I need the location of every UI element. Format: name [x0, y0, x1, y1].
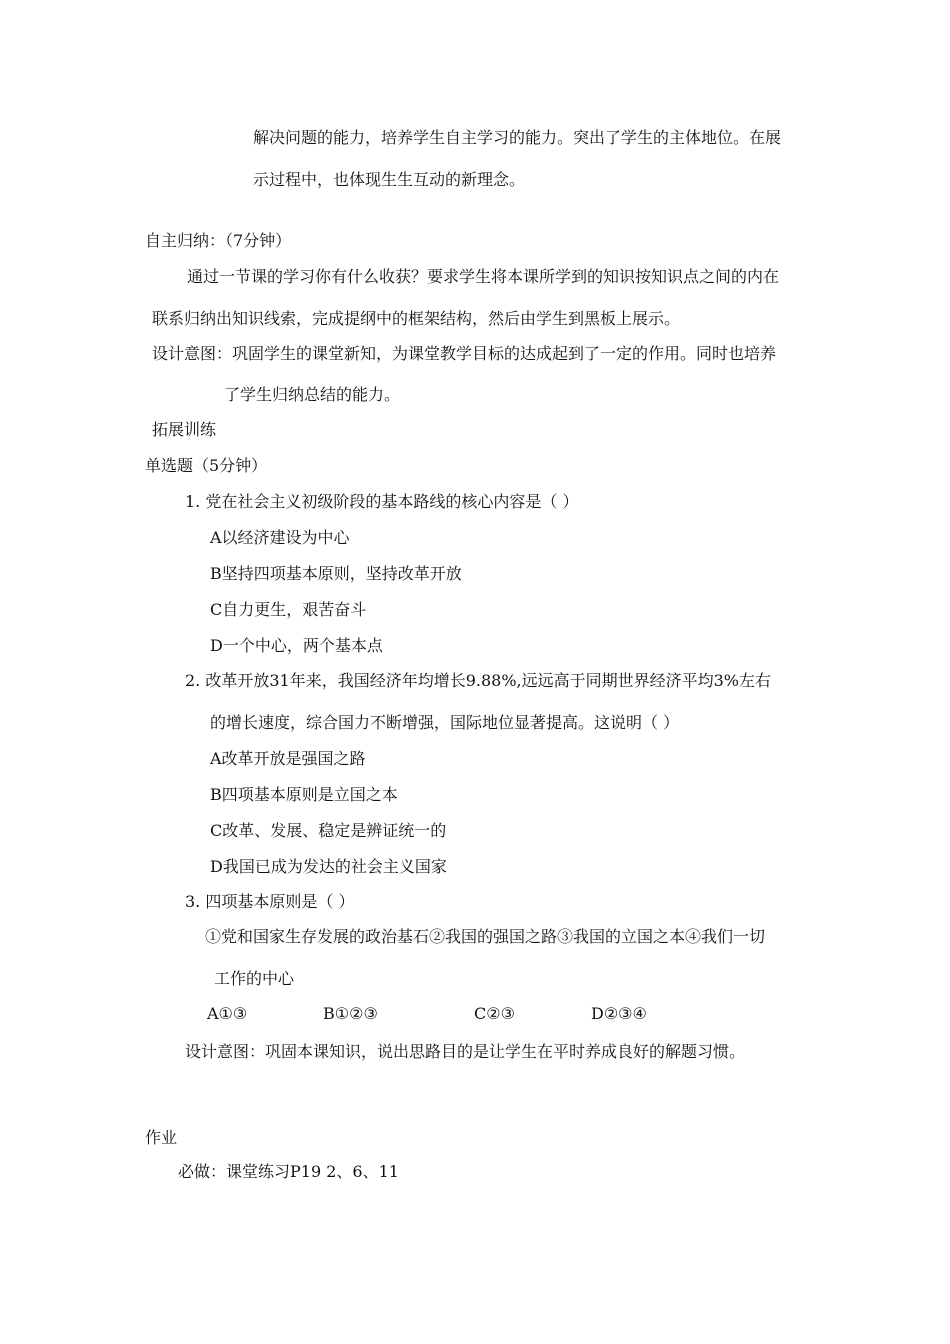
question-1-option-d: D一个中心，两个基本点 [210, 636, 383, 655]
intro-line-1: 解决问题的能力，培养学生自主学习的能力。突出了学生的主体地位。在展 [253, 128, 782, 147]
question-1-option-c: C自力更生，艰苦奋斗 [210, 600, 367, 619]
summary-design-line-1: 设计意图：巩固学生的课堂新知，为课堂教学目标的达成起到了一定的作用。同时也培养 [152, 344, 777, 363]
question-2-option-d: D我国已成为发达的社会主义国家 [210, 857, 447, 876]
question-1-stem: 1. 党在社会主义初级阶段的基本路线的核心内容是（ ） [185, 492, 579, 511]
question-3-items-line-1: ①党和国家生存发展的政治基石②我国的强国之路③我国的立国之本④我们一切 [205, 927, 766, 946]
training-subheading: 单选题（5分钟） [145, 456, 268, 475]
question-3-items-line-2: 工作的中心 [214, 969, 295, 988]
summary-heading: 自主归纳：（7分钟） [145, 231, 292, 250]
question-3-stem: 3. 四项基本原则是（ ） [185, 892, 355, 911]
question-3-options [207, 1004, 677, 1024]
homework-required: 必做：课堂练习P19 2、6、11 [178, 1162, 399, 1181]
question-3-option-d: D②③④ [591, 1004, 647, 1023]
question-1-option-b: B坚持四项基本原则，坚持改革开放 [210, 564, 462, 583]
summary-paragraph-line-2: 联系归纳出知识线索，完成提纲中的框架结构，然后由学生到黑板上展示。 [152, 309, 681, 328]
question-3-option-b: B①②③ [323, 1004, 378, 1023]
training-design-note: 设计意图：巩固本课知识，说出思路目的是让学生在平时养成良好的解题习惯。 [185, 1042, 746, 1061]
question-1-option-a: A以经济建设为中心 [210, 528, 350, 547]
training-heading: 拓展训练 [152, 420, 217, 439]
question-3-option-a: A①③ [207, 1004, 248, 1023]
homework-heading: 作业 [145, 1128, 178, 1147]
question-2-option-b: B四项基本原则是立国之本 [210, 785, 398, 804]
question-2-option-c: C改革、发展、稳定是辨证统一的 [210, 821, 447, 840]
question-2-option-a: A改革开放是强国之路 [210, 749, 366, 768]
question-3-option-c: C②③ [474, 1004, 515, 1023]
summary-paragraph-line-1: 通过一节课的学习你有什么收获？要求学生将本课所学到的知识按知识点之间的内在 [187, 267, 780, 286]
question-2-stem-line-2: 的增长速度，综合国力不断增强，国际地位显著提高。这说明（ ） [210, 713, 680, 732]
question-2-stem-line-1: 2. 改革开放31年来，我国经济年均增长9.88%,远远高于同期世界经济平均3%左右 [185, 671, 772, 690]
intro-line-2: 示过程中，也体现生生互动的新理念。 [253, 170, 526, 189]
summary-design-line-2: 了学生归纳总结的能力。 [224, 385, 401, 404]
